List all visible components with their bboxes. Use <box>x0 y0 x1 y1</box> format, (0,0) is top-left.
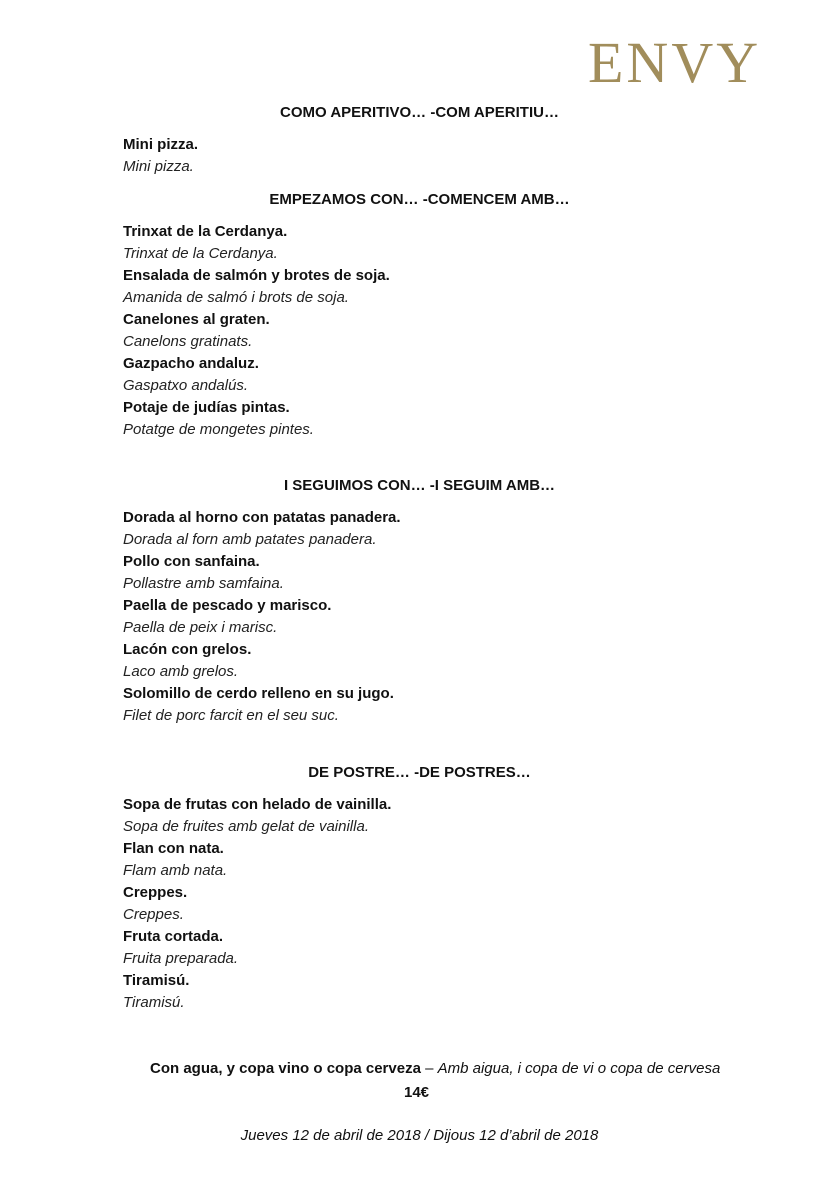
menu-item-ca: Creppes. <box>123 906 184 923</box>
menu-item-ca: Mini pizza. <box>123 158 194 175</box>
menu-item-es: Lacón con grelos. <box>123 641 252 658</box>
menu-item-es: Trinxat de la Cerdanya. <box>123 223 288 240</box>
menu-item-es: Flan con nata. <box>123 840 224 857</box>
menu-item-es: Ensalada de salmón y brotes de soja. <box>123 267 390 284</box>
menu-item-ca: Filet de porc farcit en el seu suc. <box>123 707 339 724</box>
menu-item-es: Potaje de judías pintas. <box>123 399 290 416</box>
section-heading-seguimos: I SEGUIMOS CON… -I SEGUIM AMB… <box>283 477 556 494</box>
menu-item-ca: Laco amb grelos. <box>123 663 239 680</box>
menu-item-es: Mini pizza. <box>123 136 198 153</box>
menu-item-ca: Fruita preparada. <box>123 950 239 967</box>
menu-item-ca: Potatge de mongetes pintes. <box>123 421 314 438</box>
menu-item-ca: Tiramisú. <box>123 994 185 1011</box>
menu-item-ca: Amanida de salmó i brots de soja. <box>123 289 349 306</box>
menu-item-ca: Pollastre amb samfaina. <box>123 575 284 592</box>
section-heading-aperitivo: COMO APERITIVO… -COM APERITIU… <box>280 104 559 121</box>
menu-item-es: Canelones al graten. <box>123 311 270 328</box>
menu-list-seguimos <box>123 507 401 727</box>
menu-item-es: Dorada al horno con patatas panadera. <box>123 509 401 526</box>
menu-list-empezamos <box>123 221 390 441</box>
menu-item-es: Creppes. <box>123 884 188 901</box>
menu-item-ca: Flam amb nata. <box>123 862 228 879</box>
menu-item-es: Tiramisú. <box>123 972 190 989</box>
section-heading-empezamos: EMPEZAMOS CON… -COMENCEM AMB… <box>269 191 570 208</box>
menu-item-ca: Dorada al forn amb patates panadera. <box>123 531 377 548</box>
menu-item-es: Fruta cortada. <box>123 928 224 945</box>
menu-item-es: Gazpacho andaluz. <box>123 355 259 372</box>
menu-date: Jueves 12 de abril de 2018 / Dijous 12 d’abril de 2018 <box>240 1127 599 1144</box>
section-heading-postre: DE POSTRE… -DE POSTRES… <box>308 764 531 781</box>
drinks-line <box>150 1058 720 1080</box>
menu-item-ca: Paella de peix i marisc. <box>123 619 278 636</box>
menu-item-ca: Trinxat de la Cerdanya. <box>123 245 278 262</box>
drinks-separator: – <box>420 1060 438 1077</box>
menu-item-ca: Canelons gratinats. <box>123 333 253 350</box>
menu-item-ca: Gaspatxo andalús. <box>123 377 249 394</box>
drinks-es: Con agua, y copa vino o copa cerveza <box>150 1060 421 1077</box>
menu-price: 14€ <box>404 1084 430 1101</box>
menu-item-es: Paella de pescado y marisco. <box>123 597 332 614</box>
menu-item-es: Sopa de frutas con helado de vainilla. <box>123 796 392 813</box>
menu-list-postre <box>123 794 391 1014</box>
menu-item-es: Pollo con sanfaina. <box>123 553 260 570</box>
menu-item-es: Solomillo de cerdo relleno en su jugo. <box>123 685 394 702</box>
envy-logo: ENVY <box>588 30 762 95</box>
menu-item-ca: Sopa de fruites amb gelat de vainilla. <box>123 818 369 835</box>
menu-list-aperitivo <box>123 134 198 178</box>
drinks-ca: Amb aigua, i copa de vi o copa de cervesa <box>437 1060 721 1077</box>
